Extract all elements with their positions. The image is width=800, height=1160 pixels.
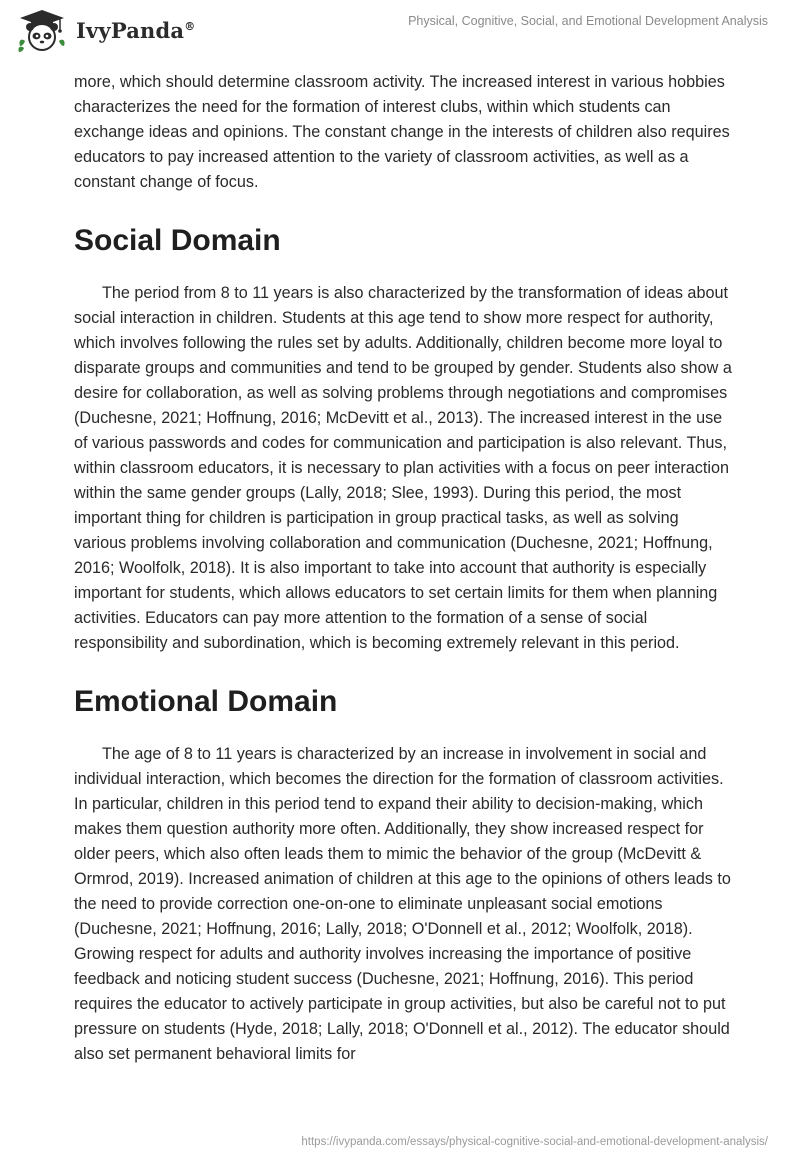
- social-domain-paragraph: The period from 8 to 11 years is also characterized by the transformation of ideas about social interaction in children. Students at this age tend to show more respect for authority, which involves following the rules set by adults. Additionally, children become more loyal to disparate groups and communities and tend to be grouped by gender. Students also show a desire for collaboration, as well as solving problems through negotiations and compromises (Duchesne, 2021; Hoffnung, 2016; McDevitt et al., 2013). The increased interest in the use of various passwords and codes for communication and participation is also relevant. Thus, within classroom educators, it is necessary to plan activities with a focus on peer interaction within the same gender groups (Lally, 2018; Slee, 1993). During this period, the most important thing for children is participation in group practical tasks, as well as solving various problems involving collaboration and communication (Duchesne, 2021; Hoffnung, 2016; Woolfolk, 2018). It is also important to take into account that authority is especially important for students, which allows educators to set certain limits for them when planning activities. Educators can pay more attention to the formation of a sense of social responsibility and subordination, which is becoming extremely relevant in this period.: [74, 284, 732, 652]
- brand-name: IvyPanda®: [76, 17, 196, 43]
- emotional-domain-heading: Emotional Domain: [74, 685, 338, 718]
- page-header: [0, 0, 800, 64]
- logo[interactable]: [16, 8, 195, 52]
- panda-logo-icon: [16, 8, 68, 52]
- document-title: Physical, Cognitive, Social, and Emotional Development Analysis: [408, 14, 768, 28]
- source-url[interactable]: https://ivypanda.com/essays/physical-cognitive-social-and-emotional-development-analysis/: [301, 1136, 768, 1148]
- emotional-domain-paragraph: The age of 8 to 11 years is characterized by an increase in involvement in social and individual interaction, which becomes the direction for the formation of classroom activities. In particular, children in this period tend to expand their ability to decision-making, which makes them question authority more often. Additionally, they show increased respect for older peers, which also often leads them to mimic the behavior of the group (McDevitt & Ormrod, 2019). Increased animation of children at this age to the opinions of others leads to the need to provide correction one-on-one to eliminate unpleasant social emotions (Duchesne, 2021; Hoffnung, 2016; Lally, 2018; O'Donnell et al., 2012; Woolfolk, 2018). Growing respect for adults and authority involves increasing the importance of positive feedback and noticing student success (Duchesne, 2021; Hoffnung, 2016). This period requires the educator to actively participate in group activities, but also be careful not to put pressure on students (Hyde, 2018; Lally, 2018; O'Donnell et al., 2012). The educator should also set permanent behavioral limits for: [74, 745, 731, 1063]
- social-domain-heading: Social Domain: [74, 224, 281, 257]
- essay-content: [74, 70, 734, 1067]
- intro-paragraph: more, which should determine classroom activity. The increased interest in various hobbies characterizes the need for the formation of interest clubs, within which students can exchange ideas and opinions. The constant change in the interests of children also requires educators to pay increased attention to the variety of classroom activities, as well as a constant change of focus.: [74, 73, 730, 191]
